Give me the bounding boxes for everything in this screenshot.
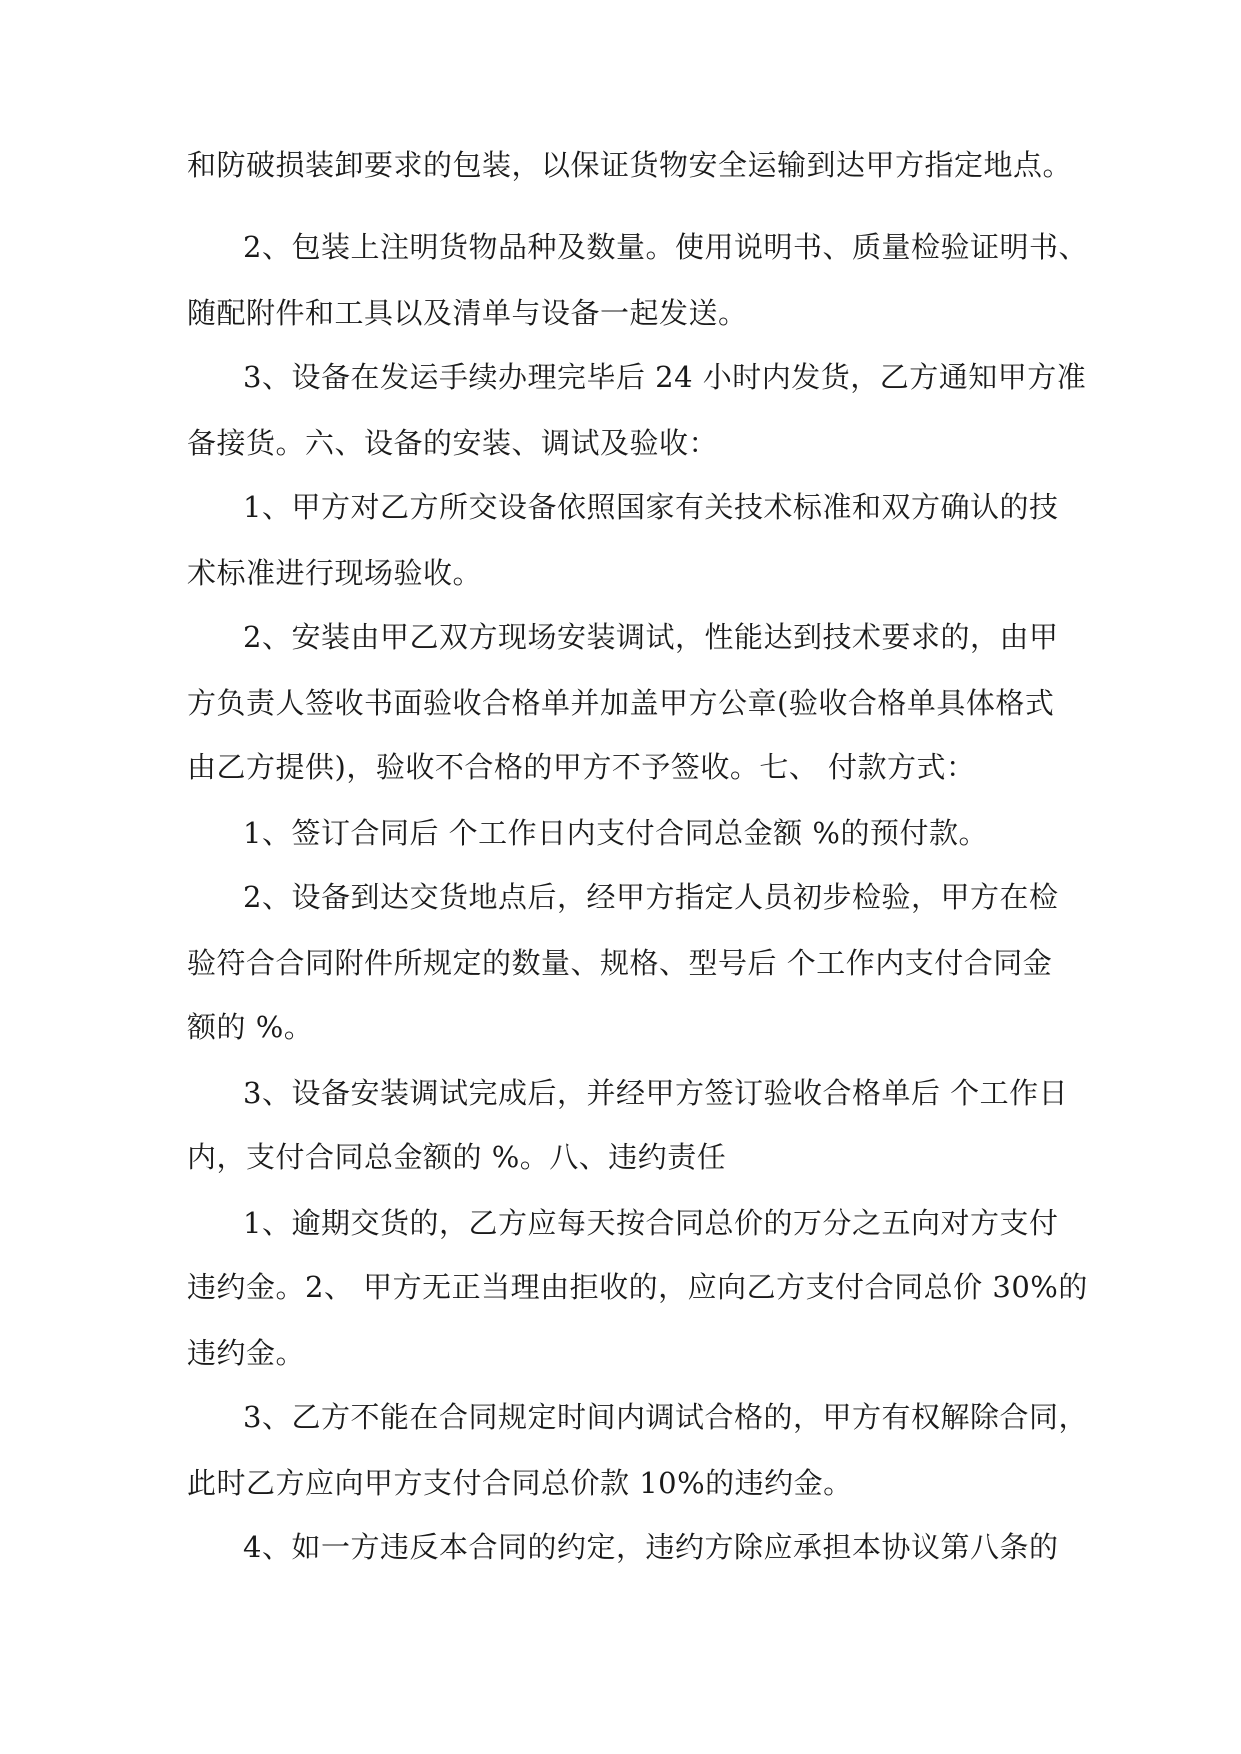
text-line: 违约金。 <box>187 1336 306 1370</box>
text-line: 内，支付合同总金额的 %。八、违约责任 <box>187 1140 727 1174</box>
text-line: 1、签订合同后 个工作日内支付合同总金额 %的预付款。 <box>243 816 988 850</box>
text-line: 由乙方提供)，验收不合格的甲方不予签收。七、 付款方式： <box>187 750 976 784</box>
text-line: 此时乙方应向甲方支付合同总价款 10%的违约金。 <box>187 1466 853 1500</box>
text-line: 术标准进行现场验收。 <box>187 556 483 590</box>
text-line: 和防破损装卸要求的包装，以保证货物安全运输到达甲方指定地点。 <box>187 148 1073 182</box>
text-line: 方负责人签收书面验收合格单并加盖甲方公章(验收合格单具体格式 <box>187 686 1055 720</box>
text-line: 2、包装上注明货物品种及数量。使用说明书、质量检验证明书、 <box>243 230 1088 264</box>
text-line: 1、甲方对乙方所交设备依照国家有关技术标准和双方确认的技 <box>243 490 1059 524</box>
text-line: 1、逾期交货的，乙方应每天按合同总价的万分之五向对方支付 <box>243 1206 1059 1240</box>
text-line: 备接货。六、设备的安装、调试及验收： <box>187 426 719 460</box>
text-line: 违约金。2、 甲方无正当理由拒收的，应向乙方支付合同总价 30%的 <box>187 1270 1088 1304</box>
text-line: 2、安装由甲乙双方现场安装调试，性能达到技术要求的，由甲 <box>243 620 1059 654</box>
text-line: 验符合合同附件所规定的数量、规格、型号后 个工作内支付合同金 <box>187 946 1053 980</box>
text-line: 3、乙方不能在合同规定时间内调试合格的，甲方有权解除合同， <box>243 1400 1088 1434</box>
text-line: 3、设备安装调试完成后，并经甲方签订验收合格单后 个工作日 <box>243 1076 1069 1110</box>
text-line: 3、设备在发运手续办理完毕后 24 小时内发货，乙方通知甲方准 <box>243 360 1087 394</box>
text-line: 2、设备到达交货地点后，经甲方指定人员初步检验，甲方在检 <box>243 880 1059 914</box>
text-line: 额的 %。 <box>187 1010 314 1044</box>
text-line: 4、如一方违反本合同的约定，违约方除应承担本协议第八条的 <box>243 1530 1059 1564</box>
text-line: 随配附件和工具以及清单与设备一起发送。 <box>187 296 748 330</box>
